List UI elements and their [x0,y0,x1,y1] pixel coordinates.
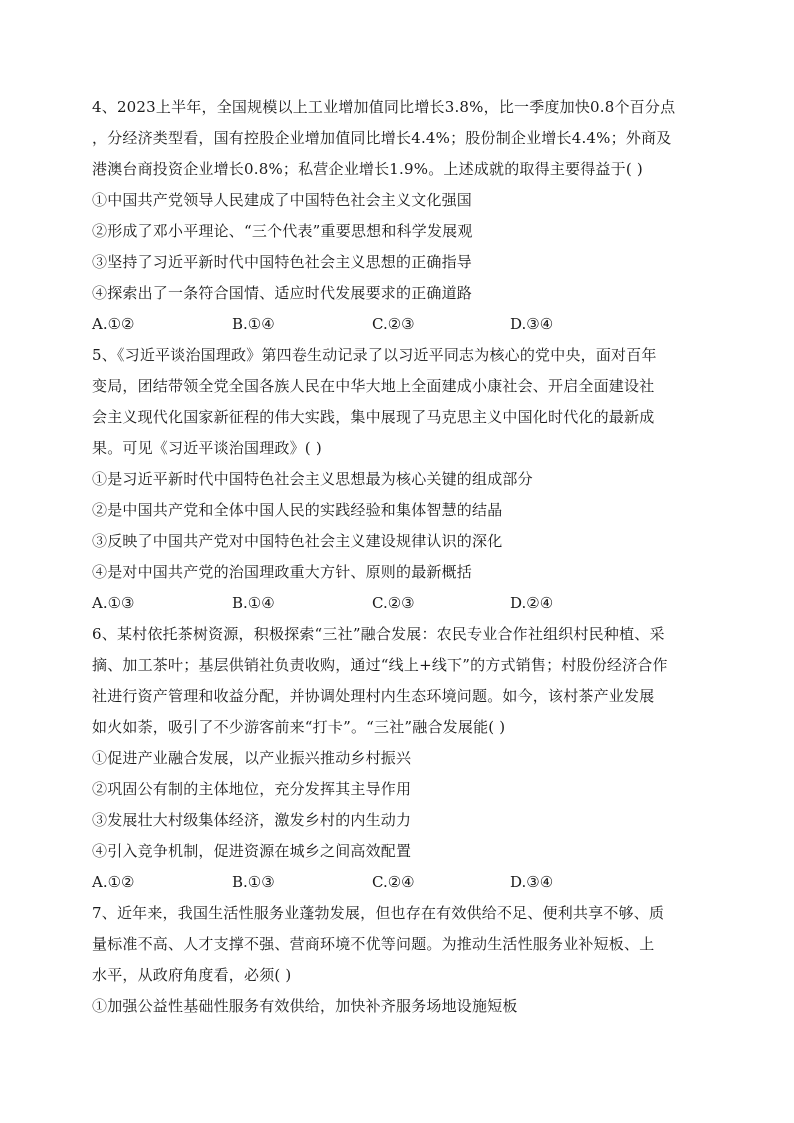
statement-1: ①促进产业融合发展，以产业振兴推动乡村振兴 [92,749,412,767]
answer-options [92,588,712,619]
exam-page [92,92,712,1022]
question-stem-line: 果。可见《习近平谈治国理政》( ) [92,439,322,457]
option-d[interactable]: D.③④ [510,873,554,891]
option-b[interactable]: B.①④ [232,315,275,333]
statement-4: ④探索出了一条符合国情、适应时代发展要求的正确道路 [92,284,473,302]
statement-3: ③坚持了习近平新时代中国特色社会主义思想的正确指导 [92,253,473,271]
question-4 [92,92,712,340]
option-a[interactable]: A.①② [92,315,135,333]
statement-1: ①中国共产党领导人民建成了中国特色社会主义文化强国 [92,191,473,209]
option-b[interactable]: B.①③ [232,873,275,891]
option-c[interactable]: C.②③ [372,594,415,612]
question-stem-line: 水平，从政府角度看，必须( ) [92,966,292,984]
question-stem-line: 6、某村依托茶树资源，积极探索“三社”融合发展：农民专业合作社组织村民种植、采 [92,625,665,643]
question-stem-line: 社进行资产管理和收益分配，并协调处理村内生态环境问题。如今，该村茶产业发展 [92,687,655,705]
question-7 [92,898,712,1022]
option-c[interactable]: C.②④ [372,873,415,891]
option-b[interactable]: B.①④ [232,594,275,612]
statement-1: ①是习近平新时代中国特色社会主义思想最为核心关键的组成部分 [92,470,533,488]
question-stem-line: 如火如荼，吸引了不少游客前来“打卡”。“三社”融合发展能( ) [92,718,506,736]
question-stem-line: 会主义现代化国家新征程的伟大实践，集中展现了马克思主义中国化时代化的最新成 [92,408,655,426]
question-stem-line: 摘、加工茶叶；基层供销社负责收购，通过“线上+线下”的方式销售；村股份经济合作 [92,656,668,674]
option-d[interactable]: D.②④ [510,594,554,612]
statement-2: ②巩固公有制的主体地位，充分发挥其主导作用 [92,780,412,798]
question-6 [92,619,712,898]
statement-4: ④是对中国共产党的治国理政重大方针、原则的最新概括 [92,563,473,581]
option-a[interactable]: A.①② [92,873,135,891]
question-stem-line: 7、近年来，我国生活性服务业蓬勃发展，但也存在有效供给不足、便利共享不够、质 [92,904,665,922]
question-stem-line: 4、2023上半年，全国规模以上工业增加值同比增长3.8%，比一季度加快0.8个百分点 [92,98,676,116]
question-5 [92,340,712,619]
statement-3: ③发展壮大村级集体经济，激发乡村的内生动力 [92,811,412,829]
question-stem-line: 量标准不高、人才支撑不强、营商环境不优等问题。为推动生活性服务业补短板、上 [92,935,655,953]
question-stem-line: ，分经济类型看，国有控股企业增加值同比增长4.4%；股份制企业增长4.4%；外商及 [92,129,672,147]
statement-2: ②是中国共产党和全体中国人民的实践经验和集体智慧的结晶 [92,501,503,519]
question-stem-line: 5、《习近平谈治国理政》第四卷生动记录了以习近平同志为核心的党中央，面对百年 [92,346,657,364]
option-d[interactable]: D.③④ [510,315,554,333]
answer-options [92,309,712,340]
statement-2: ②形成了邓小平理论、“三个代表”重要思想和科学发展观 [92,222,473,240]
statement-3: ③反映了中国共产党对中国特色社会主义建设规律认识的深化 [92,532,503,550]
question-stem-line: 变局，团结带领全党全国各族人民在中华大地上全面建成小康社会、开启全面建设社 [92,377,655,395]
option-a[interactable]: A.①③ [92,594,135,612]
statement-4: ④引入竞争机制，促进资源在城乡之间高效配置 [92,842,412,860]
question-stem-line: 港澳台商投资企业增长0.8%；私营企业增长1.9%。上述成就的取得主要得益于( ) [92,160,643,178]
option-c[interactable]: C.②③ [372,315,415,333]
statement-1: ①加强公益性基础性服务有效供给，加快补齐服务场地设施短板 [92,997,518,1015]
answer-options [92,867,712,898]
